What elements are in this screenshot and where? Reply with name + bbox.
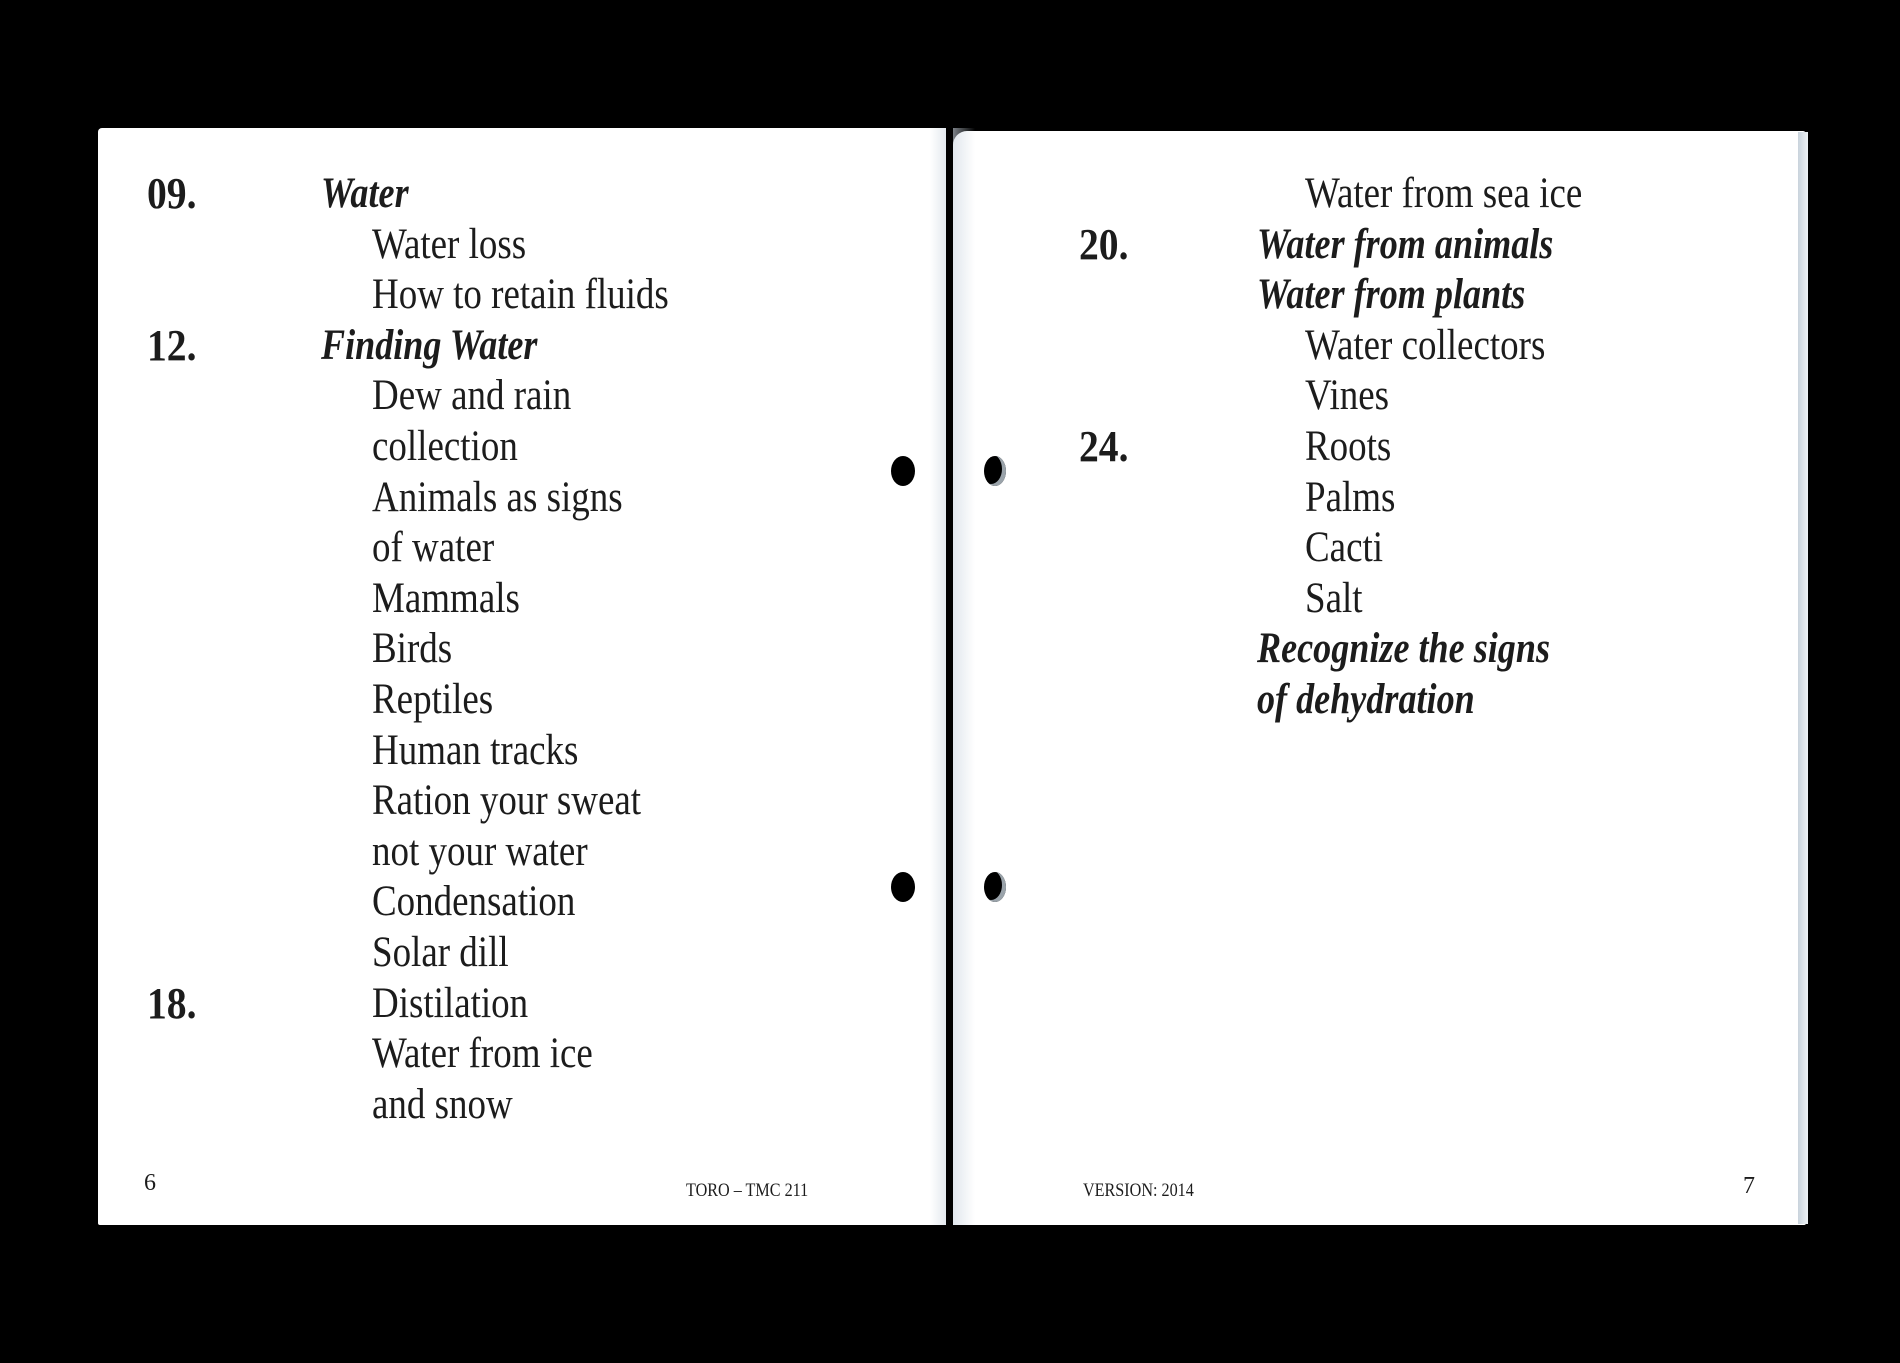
contents-item: Roots [1305, 423, 1392, 470]
contents-item: Condensation [372, 878, 576, 926]
spine-shadow-left [930, 128, 946, 1225]
punch-hole-left-top [891, 456, 915, 486]
contents-heading: Finding Water [321, 321, 538, 369]
contents-item: Salt [1305, 574, 1363, 622]
left-footer-title: TORO – TMC 211 [686, 1180, 809, 1201]
contents-heading: of dehydration [1257, 676, 1475, 723]
contents-item: Human tracks [372, 726, 579, 774]
contents-heading: Water from animals [1257, 220, 1554, 268]
section-page-number: 09. [147, 169, 197, 218]
page-edge [1798, 132, 1808, 1224]
section-page-number: 20. [1079, 219, 1129, 269]
contents-item: Animals as signs [372, 473, 623, 521]
contents-item: of water [372, 524, 495, 572]
section-page-number: 18. [147, 978, 197, 1028]
contents-item: How to retain fluids [372, 271, 669, 319]
contents-heading: Water [321, 170, 409, 217]
contents-item: Birds [372, 625, 453, 673]
contents-item: Water from sea ice [1305, 170, 1583, 217]
contents-item: Solar dill [372, 929, 509, 976]
right-footer-version: VERSION: 2014 [1083, 1180, 1194, 1201]
punch-hole-right-top [984, 456, 1006, 486]
contents-item: and snow [372, 1080, 513, 1128]
contents-item: Vines [1305, 372, 1390, 420]
punch-hole-left-bottom [891, 872, 915, 902]
contents-item: Water loss [372, 220, 527, 268]
contents-item: Dew and rain [372, 372, 572, 420]
contents-item: not your water [372, 827, 588, 875]
contents-item: Mammals [372, 574, 520, 622]
right-folio: 7 [1743, 1173, 1755, 1199]
contents-item: Distilation [372, 979, 529, 1027]
contents-heading: Water from plants [1257, 271, 1526, 319]
spine-shadow-right [953, 128, 975, 1225]
contents-heading: Recognize the signs [1257, 625, 1551, 673]
contents-item: Cacti [1305, 524, 1384, 572]
contents-item: Reptiles [372, 676, 494, 723]
contents-item: Water from ice [372, 1030, 593, 1078]
contents-item: Ration your sweat [372, 777, 642, 825]
contents-item: Palms [1305, 473, 1396, 521]
left-folio: 6 [144, 1170, 156, 1196]
contents-item: Water collectors [1305, 321, 1546, 369]
section-page-number: 12. [147, 320, 197, 370]
section-page-number: 24. [1079, 422, 1129, 471]
contents-item: collection [372, 423, 518, 470]
punch-hole-right-bottom [984, 872, 1006, 902]
